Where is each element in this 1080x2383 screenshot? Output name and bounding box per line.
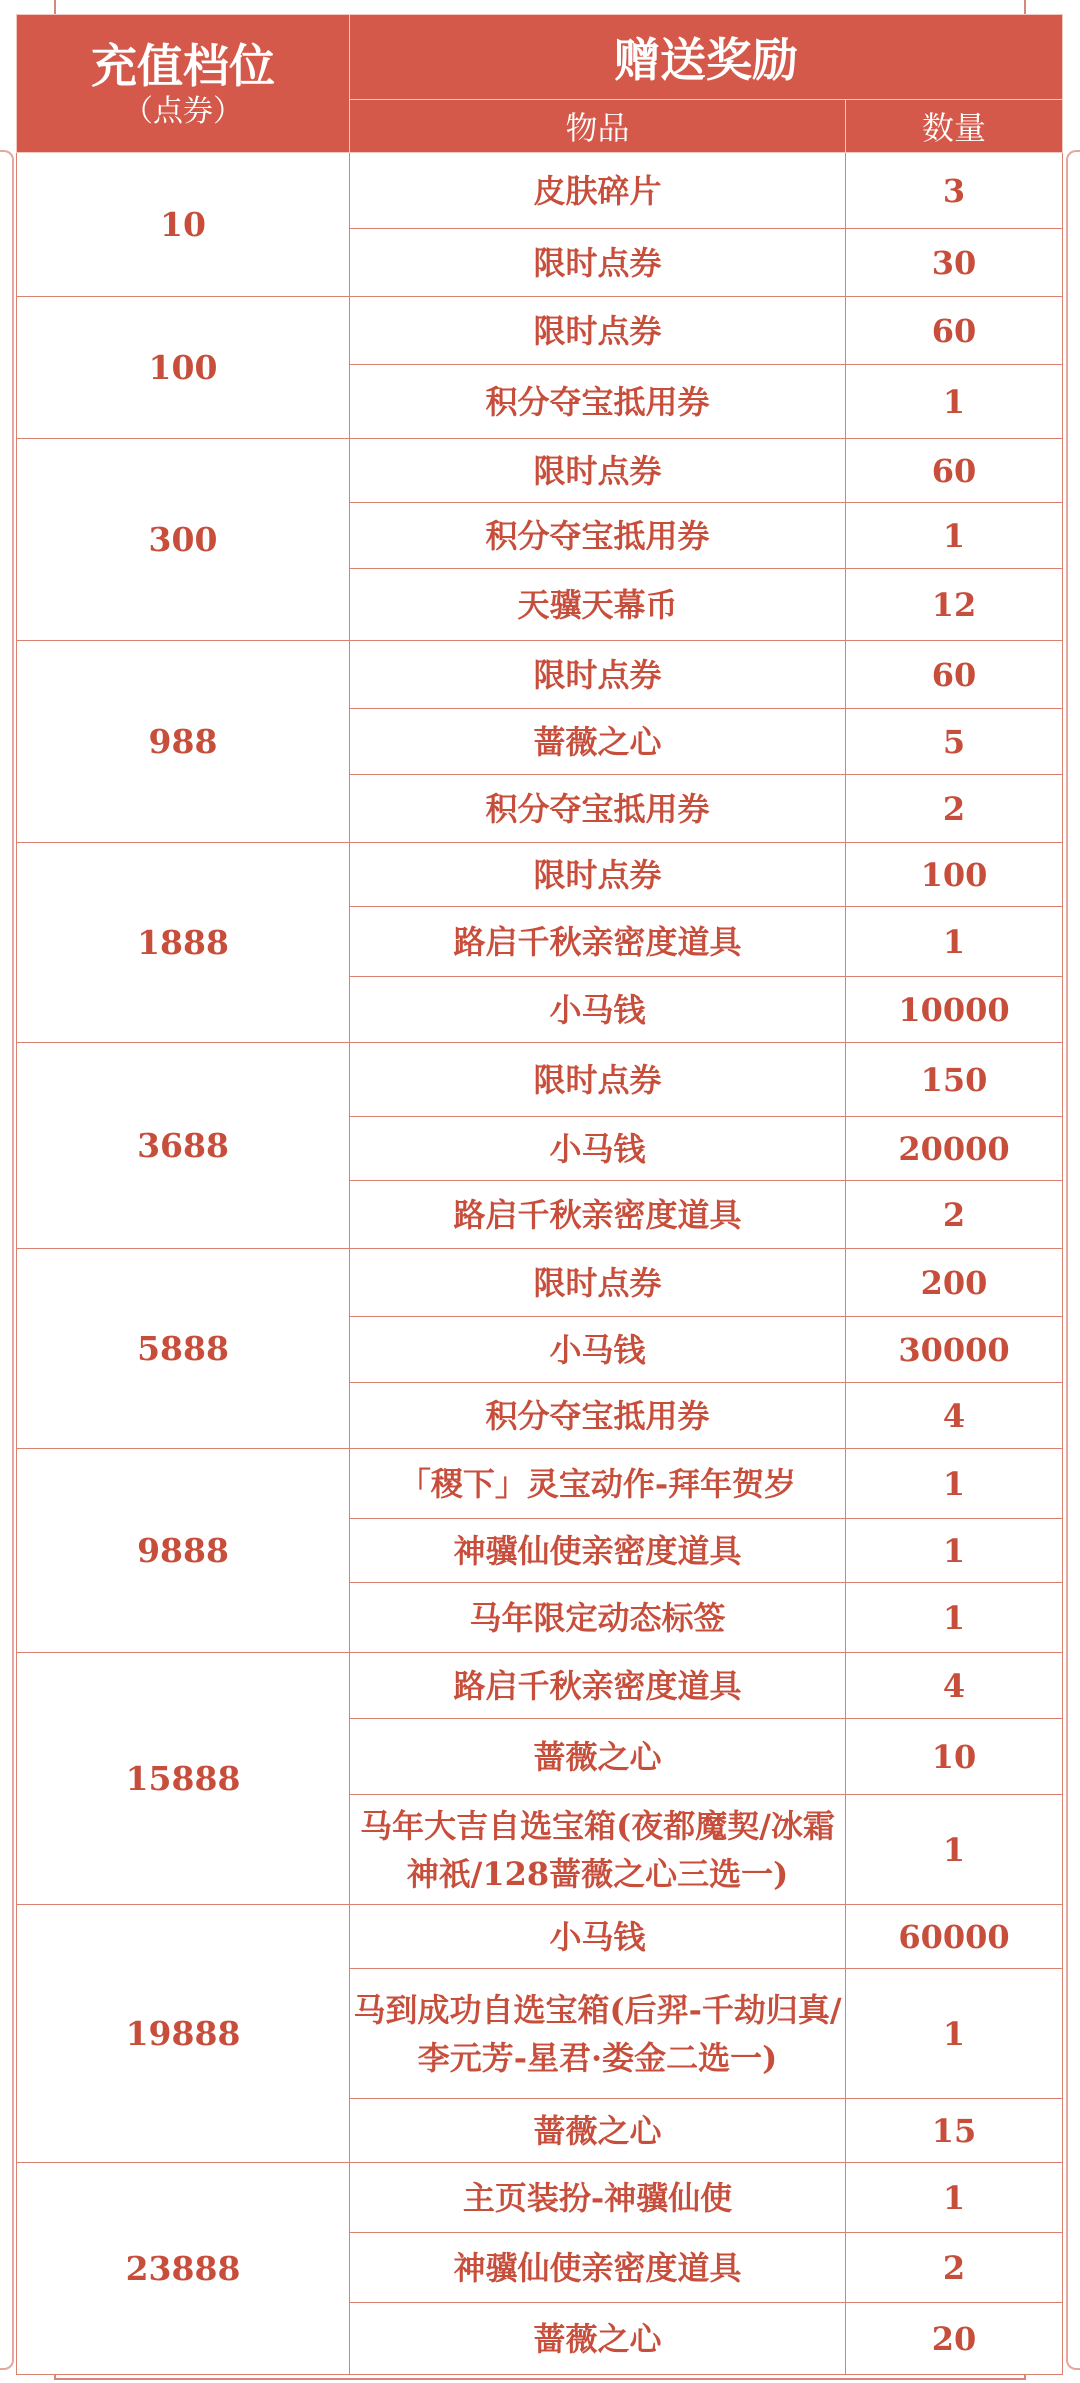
reward-item-quantity: 1 [846,1795,1063,1905]
reward-item-name: 积分夺宝抵用券 [350,775,846,843]
reward-item-name: 主页装扮-神骥仙使 [350,2163,846,2233]
table-row [17,641,1063,709]
tier-header-title: 充值档位 [91,38,275,93]
reward-column-header: 赠送奖励 [350,15,1063,100]
tier-value: 15888 [17,1653,350,1905]
reward-item-name: 神骥仙使亲密度道具 [350,2233,846,2303]
reward-item-name: 神骥仙使亲密度道具 [350,1519,846,1583]
reward-item-name: 限时点券 [350,297,846,365]
reward-item-quantity: 200 [846,1249,1063,1317]
reward-item-name: 马年限定动态标签 [350,1583,846,1653]
tier-value: 9888 [17,1449,350,1653]
reward-item-name: 路启千秋亲密度道具 [350,1653,846,1719]
table-row [17,439,1063,503]
reward-item-name: 路启千秋亲密度道具 [350,1181,846,1249]
table-row [17,1043,1063,1117]
table-row [17,1449,1063,1519]
tier-column-header [17,15,350,153]
quantity-column-header: 数量 [846,100,1063,153]
reward-item-quantity: 4 [846,1383,1063,1449]
table-body [17,153,1063,2375]
reward-item-name: 小马钱 [350,1317,846,1383]
reward-item-quantity: 1 [846,1969,1063,2099]
reward-item-name: 限时点券 [350,641,846,709]
reward-item-quantity: 10000 [846,977,1063,1043]
tier-value: 100 [17,297,350,439]
reward-item-name: 积分夺宝抵用券 [350,365,846,439]
reward-item-name: 蔷薇之心 [350,2303,846,2375]
reward-item-name: 限时点券 [350,1043,846,1117]
table-row [17,1905,1063,1969]
tier-header-subtitle: （点券） [123,93,243,129]
reward-item-quantity: 4 [846,1653,1063,1719]
reward-item-name: 积分夺宝抵用券 [350,503,846,569]
reward-item-name: 限时点券 [350,1249,846,1317]
reward-item-quantity: 10 [846,1719,1063,1795]
tier-value: 988 [17,641,350,843]
table-row [17,297,1063,365]
table-row [17,843,1063,907]
table-header [17,15,1063,153]
reward-item-name: 路启千秋亲密度道具 [350,907,846,977]
item-column-header: 物品 [350,100,846,153]
reward-item-quantity: 1 [846,1519,1063,1583]
tier-value: 23888 [17,2163,350,2375]
tier-value: 19888 [17,1905,350,2163]
reward-item-name: 限时点券 [350,229,846,297]
reward-item-name: 蔷薇之心 [350,2099,846,2163]
reward-item-name: 皮肤碎片 [350,153,846,229]
table-row [17,2163,1063,2233]
reward-item-name: 限时点券 [350,439,846,503]
reward-item-quantity: 20000 [846,1117,1063,1181]
reward-item-quantity: 15 [846,2099,1063,2163]
table-row [17,1653,1063,1719]
table-row [17,1249,1063,1317]
reward-item-quantity: 30000 [846,1317,1063,1383]
left-decor-border [0,150,14,2370]
reward-item-name: 马到成功自选宝箱(后羿-千劫归真/李元芳-星君·娄金二选一) [350,1969,846,2099]
reward-item-quantity: 1 [846,503,1063,569]
reward-item-quantity: 1 [846,907,1063,977]
reward-item-name: 马年大吉自选宝箱(夜都魔契/冰霜神祇/128蔷薇之心三选一) [350,1795,846,1905]
reward-item-quantity: 20 [846,2303,1063,2375]
reward-item-name: 小马钱 [350,977,846,1043]
reward-item-quantity: 5 [846,709,1063,775]
tier-value: 5888 [17,1249,350,1449]
reward-item-quantity: 150 [846,1043,1063,1117]
reward-item-name: 天骥天幕币 [350,569,846,641]
reward-item-quantity: 60 [846,297,1063,365]
right-decor-border [1066,150,1080,2370]
reward-item-name: 蔷薇之心 [350,1719,846,1795]
reward-item-quantity: 12 [846,569,1063,641]
reward-item-name: 「稷下」灵宝动作-拜年贺岁 [350,1449,846,1519]
reward-item-quantity: 60 [846,641,1063,709]
tier-value: 10 [17,153,350,297]
tier-value: 300 [17,439,350,641]
reward-item-quantity: 100 [846,843,1063,907]
reward-item-name: 小马钱 [350,1905,846,1969]
reward-item-quantity: 1 [846,365,1063,439]
reward-item-quantity: 2 [846,2233,1063,2303]
reward-item-name: 积分夺宝抵用券 [350,1383,846,1449]
reward-item-quantity: 60000 [846,1905,1063,1969]
reward-item-quantity: 1 [846,1449,1063,1519]
tier-value: 1888 [17,843,350,1043]
reward-item-quantity: 30 [846,229,1063,297]
reward-item-quantity: 2 [846,775,1063,843]
reward-item-quantity: 1 [846,2163,1063,2233]
reward-item-quantity: 3 [846,153,1063,229]
reward-item-quantity: 60 [846,439,1063,503]
reward-item-name: 小马钱 [350,1117,846,1181]
reward-item-name: 蔷薇之心 [350,709,846,775]
reward-item-quantity: 2 [846,1181,1063,1249]
reward-item-quantity: 1 [846,1583,1063,1653]
table-row [17,153,1063,229]
recharge-reward-table [16,14,1063,2375]
reward-item-name: 限时点券 [350,843,846,907]
tier-value: 3688 [17,1043,350,1249]
